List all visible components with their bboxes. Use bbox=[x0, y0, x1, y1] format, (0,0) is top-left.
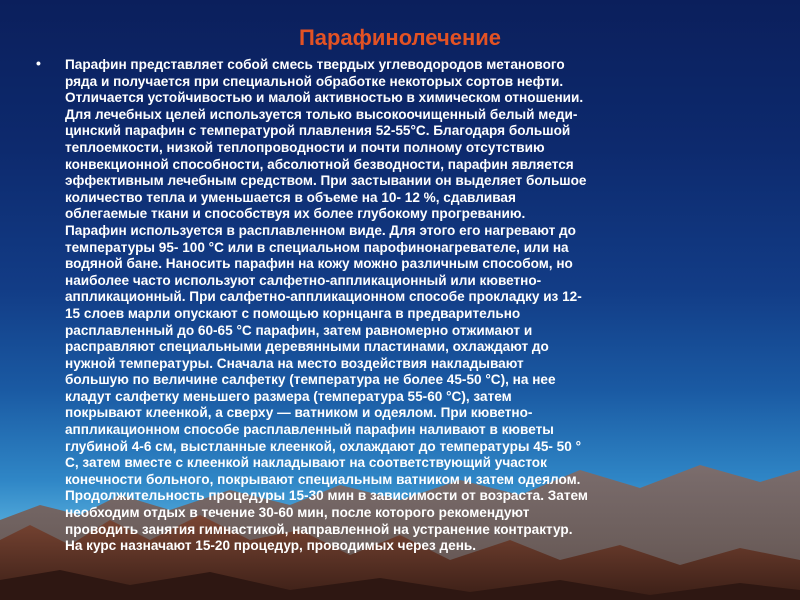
body-line: наиболее часто используют салфетно-аппликационный или кюветно- bbox=[65, 272, 542, 288]
body-line: проводить занятия гимнастикой, направленной на устранение контрактур. bbox=[65, 521, 573, 537]
body-line: глубиной 4-6 см, выстланные клеенкой, охлаждают до температуры 45- 50 ° bbox=[65, 438, 582, 454]
body-line: Парафин представляет собой смесь твердых углеводородов метанового bbox=[65, 57, 565, 72]
slide-title: Парафинолечение bbox=[298, 25, 502, 50]
body-line: ряда и получается при специальной обработке некоторых сортов нефти. bbox=[65, 73, 564, 89]
body-line: Для лечебных целей используется только высокоочищенный белый меди- bbox=[65, 106, 578, 122]
body-line: расплавленный до 60-65 °С парафин, затем равномерно отжимают и bbox=[65, 322, 533, 338]
bullet-marker: • bbox=[36, 55, 41, 71]
body-line: Продолжительность процедуры 15-30 мин в зависимости от возраста. Затем bbox=[65, 488, 588, 504]
body-line: необходим отдых в течение 30-60 мин, после которого рекомендуют bbox=[65, 505, 530, 521]
body-line: 15 слоев марли опускают с помощью корнцанга в предварительно bbox=[65, 305, 521, 321]
body-line: большую по величине салфетку (температура не более 45-50 °С), на нее bbox=[65, 372, 556, 388]
body-line: температуры 95- 100 °С или в специальном парофинонагревателе, или на bbox=[65, 239, 569, 255]
body-line: кладут салфетку меньшего размера (температура 55-60 °С), затем bbox=[65, 388, 512, 404]
body-line: Парафин используется в расплавленном виде. Для этого его нагревают до bbox=[65, 222, 576, 238]
body-line: конечности больного, покрывают специальным ватником и затем одеялом. bbox=[65, 471, 581, 487]
body-paragraph bbox=[65, 57, 755, 555]
body-line: расправляют специальными деревянными пластинами, охлаждают до bbox=[65, 339, 549, 355]
body-line: облегаемые ткани и способствуя их более глубокому прогреванию. bbox=[65, 206, 526, 222]
body-line: Отличается устойчивостью и малой активностью в химическом отношении. bbox=[65, 90, 584, 106]
body-line: конвекционной способности, абсолютной безводности, парафин является bbox=[65, 156, 574, 172]
body-line: нужной температуры. Сначала на место воздействия накладывают bbox=[65, 355, 524, 371]
body-line: водяной бане. Наносить парафин на кожу можно различным способом, но bbox=[65, 256, 573, 272]
body-line: цинский парафин с температурой плавления 52-55°С. Благодаря большой bbox=[65, 123, 571, 139]
body-line: аппликационном способе расплавленный парафин наливают в кюветы bbox=[65, 422, 554, 438]
body-line: аппликационный. При салфетно-аппликационном способе прокладку из 12- bbox=[65, 289, 582, 305]
body-line: На курс назначают 15-20 процедур, проводимых через день. bbox=[65, 538, 477, 554]
body-line: теплоемкости, низкой теплопроводности и почти полному отсутствию bbox=[65, 139, 545, 155]
body-line: покрывают клеенкой, а сверху — ватником и одеялом. При кюветно- bbox=[65, 405, 533, 421]
body-line: эффективным лечебным средством. При застывании он выделяет большое bbox=[65, 173, 587, 189]
body-line: количество тепла и уменьшается в объеме на 10- 12 %, сдавливая bbox=[65, 189, 516, 205]
body-line: С, затем вместе с клеенкой накладывают на соответствующий участок bbox=[65, 455, 547, 471]
